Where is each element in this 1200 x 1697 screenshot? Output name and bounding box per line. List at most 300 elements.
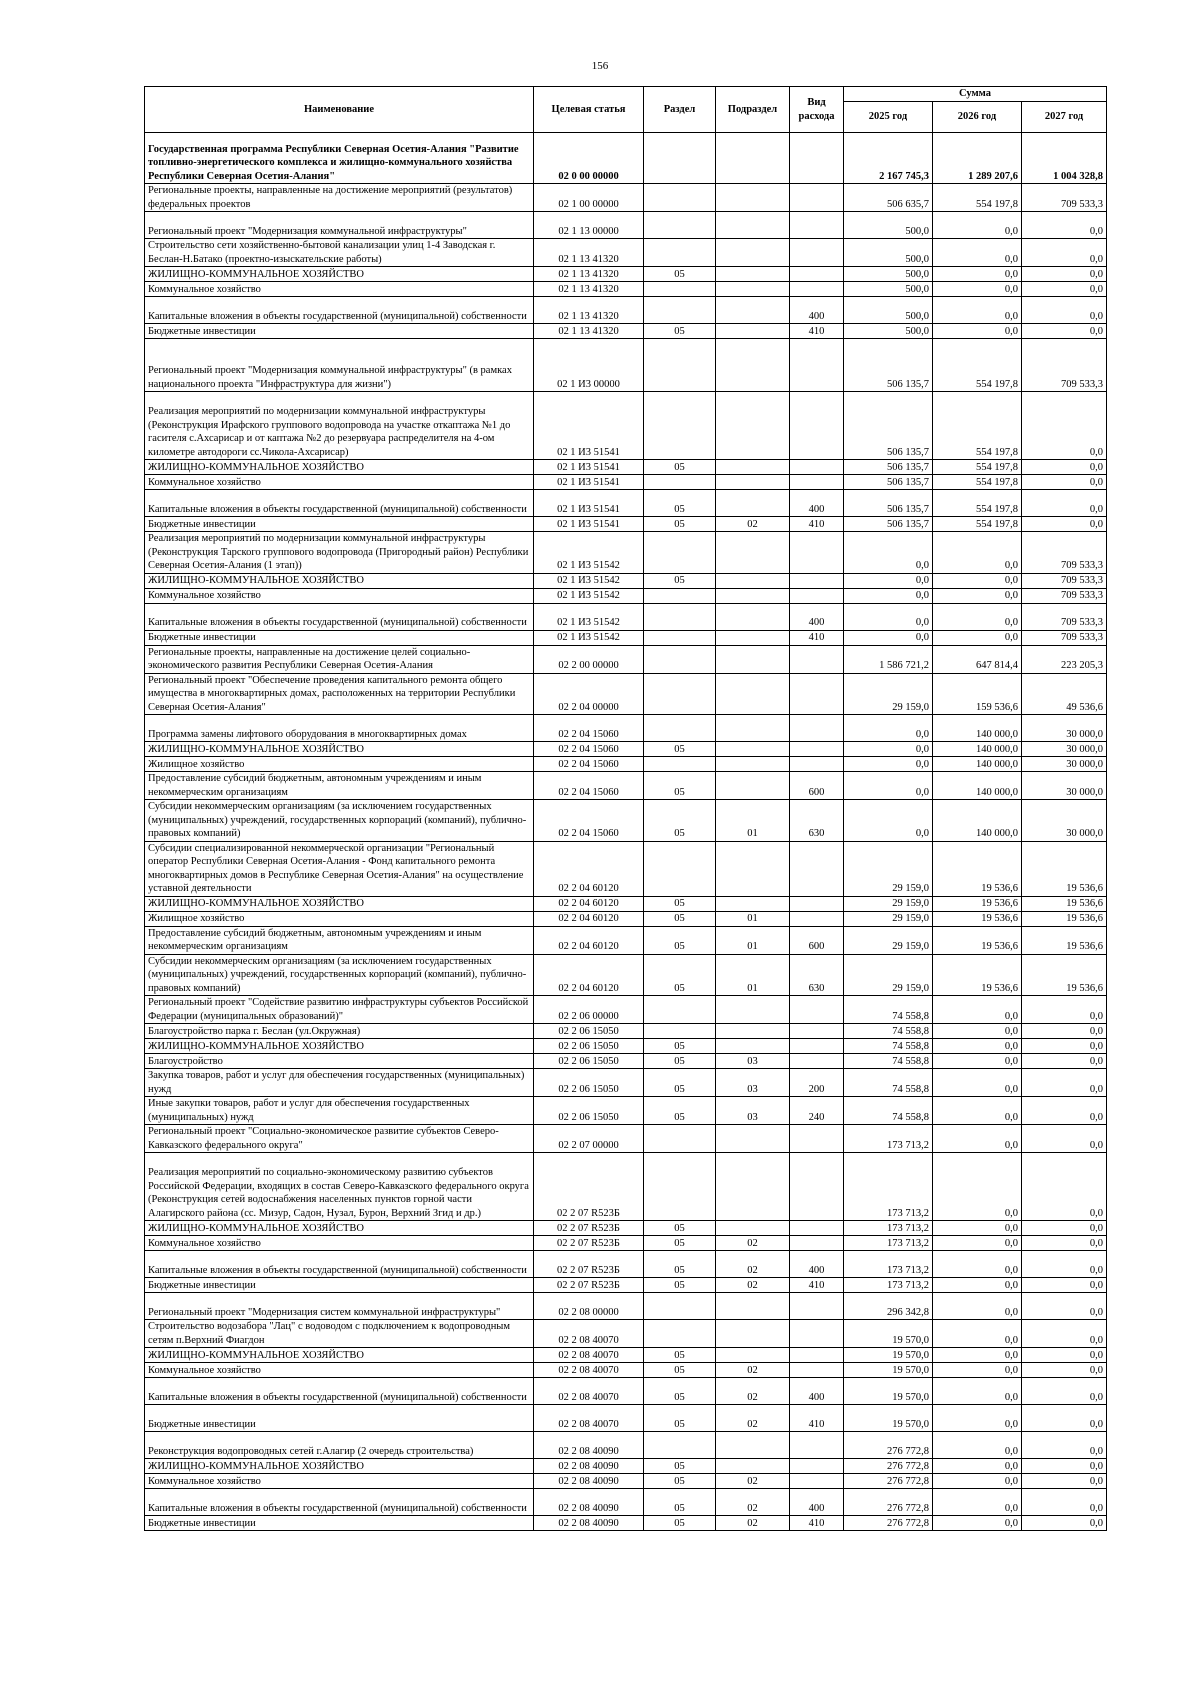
- cell-2027: 709 533,3: [1022, 573, 1107, 588]
- cell-subsection: 01: [716, 800, 790, 842]
- cell-section: 05: [644, 1363, 716, 1378]
- cell-2027: 19 536,6: [1022, 911, 1107, 926]
- cell-subsection: 01: [716, 911, 790, 926]
- cell-name: Коммунальное хозяйство: [145, 1474, 534, 1489]
- cell-2027: 709 533,3: [1022, 339, 1107, 392]
- cell-2026: 0,0: [933, 1221, 1022, 1236]
- cell-name: Иные закупки товаров, работ и услуг для обеспечения государственных (муниципальных) нужд: [145, 1097, 534, 1125]
- cell-name: Предоставление субсидий бюджетным, автономным учреждениям и иным некоммерческим организациям: [145, 926, 534, 954]
- cell-subsection: [716, 1459, 790, 1474]
- cell-2026: 0,0: [933, 1069, 1022, 1097]
- cell-2026: 554 197,8: [933, 392, 1022, 460]
- cell-target: 02 1 13 41320: [534, 267, 644, 282]
- cell-2027: 709 533,3: [1022, 603, 1107, 630]
- table-row: [145, 1363, 1107, 1378]
- cell-2026: 1 289 207,6: [933, 133, 1022, 184]
- cell-target: 02 2 08 40090: [534, 1459, 644, 1474]
- cell-section: 05: [644, 267, 716, 282]
- cell-expense-type: 410: [790, 517, 844, 532]
- cell-section: [644, 339, 716, 392]
- cell-2025: 74 558,8: [844, 996, 933, 1024]
- cell-target: 02 1 И3 00000: [534, 339, 644, 392]
- cell-2027: 0,0: [1022, 297, 1107, 324]
- table-row: [145, 392, 1107, 460]
- cell-2025: 276 772,8: [844, 1459, 933, 1474]
- header-year-2025: 2025 год: [844, 102, 933, 133]
- cell-subsection: [716, 324, 790, 339]
- cell-target: 02 2 06 15050: [534, 1039, 644, 1054]
- cell-2025: 296 342,8: [844, 1293, 933, 1320]
- cell-2026: 19 536,6: [933, 954, 1022, 996]
- cell-2027: 0,0: [1022, 212, 1107, 239]
- table-row: [145, 800, 1107, 842]
- cell-name: Жилищное хозяйство: [145, 911, 534, 926]
- cell-section: [644, 1293, 716, 1320]
- cell-target: 02 1 И3 51541: [534, 460, 644, 475]
- cell-section: [644, 1125, 716, 1153]
- cell-2026: 19 536,6: [933, 841, 1022, 896]
- cell-2026: 0,0: [933, 603, 1022, 630]
- cell-name: Государственная программа Республики Северная Осетия-Алания "Развитие топливно-энергетического комплекса и жилищно-коммунального хозяйства Республики Северная Осетия-Алания": [145, 133, 534, 184]
- cell-2025: 0,0: [844, 573, 933, 588]
- cell-name: ЖИЛИЩНО-КОММУНАЛЬНОЕ ХОЗЯЙСТВО: [145, 742, 534, 757]
- cell-target: 02 1 13 41320: [534, 282, 644, 297]
- cell-target: 02 2 08 40090: [534, 1432, 644, 1459]
- cell-target: 02 1 И3 51542: [534, 573, 644, 588]
- cell-2025: 0,0: [844, 715, 933, 742]
- cell-2026: 554 197,8: [933, 475, 1022, 490]
- cell-expense-type: [790, 1348, 844, 1363]
- cell-subsection: 02: [716, 1516, 790, 1531]
- table-row: [145, 1069, 1107, 1097]
- cell-target: 02 2 07 R523Б: [534, 1221, 644, 1236]
- cell-subsection: [716, 772, 790, 800]
- cell-name: Реализация мероприятий по модернизации коммунальной инфраструктуры (Реконструкция Тарского группового водопровода (Пригородный район) Республики Северная Осетия-Алания (1 этап)): [145, 532, 534, 574]
- cell-expense-type: [790, 1221, 844, 1236]
- cell-section: [644, 757, 716, 772]
- cell-2026: 554 197,8: [933, 339, 1022, 392]
- cell-2026: 159 536,6: [933, 673, 1022, 715]
- cell-expense-type: [790, 1293, 844, 1320]
- cell-2026: 0,0: [933, 212, 1022, 239]
- cell-section: 05: [644, 1516, 716, 1531]
- cell-section: 05: [644, 954, 716, 996]
- cell-subsection: [716, 392, 790, 460]
- header-expense-type: Вид расхода: [790, 87, 844, 133]
- cell-2025: 0,0: [844, 630, 933, 645]
- cell-target: 02 1 И3 51542: [534, 630, 644, 645]
- cell-2025: 500,0: [844, 282, 933, 297]
- cell-section: [644, 1024, 716, 1039]
- cell-2027: 709 533,3: [1022, 630, 1107, 645]
- cell-section: [644, 603, 716, 630]
- cell-name: ЖИЛИЩНО-КОММУНАЛЬНОЕ ХОЗЯЙСТВО: [145, 460, 534, 475]
- cell-2027: 0,0: [1022, 490, 1107, 517]
- table-row: [145, 630, 1107, 645]
- cell-2027: 19 536,6: [1022, 896, 1107, 911]
- cell-subsection: [716, 1293, 790, 1320]
- cell-expense-type: [790, 1474, 844, 1489]
- cell-expense-type: [790, 282, 844, 297]
- cell-name: Капитальные вложения в объекты государственной (муниципальной) собственности: [145, 603, 534, 630]
- cell-name: Строительство сети хозяйственно-бытовой канализации улиц 1-4 Заводская г. Беслан-Н.Батако (проектно-изыскательские работы): [145, 239, 534, 267]
- cell-target: 02 2 07 R523Б: [534, 1278, 644, 1293]
- cell-subsection: [716, 1432, 790, 1459]
- table-row: [145, 1024, 1107, 1039]
- budget-table: [144, 86, 1107, 1531]
- cell-2025: 74 558,8: [844, 1069, 933, 1097]
- cell-subsection: [716, 757, 790, 772]
- cell-section: 05: [644, 573, 716, 588]
- cell-section: 05: [644, 1489, 716, 1516]
- cell-subsection: 03: [716, 1097, 790, 1125]
- cell-2027: 49 536,6: [1022, 673, 1107, 715]
- table-row: [145, 588, 1107, 603]
- table-row: [145, 1405, 1107, 1432]
- cell-section: [644, 630, 716, 645]
- cell-2026: 0,0: [933, 1489, 1022, 1516]
- cell-target: 02 2 07 R523Б: [534, 1251, 644, 1278]
- cell-2025: 0,0: [844, 742, 933, 757]
- cell-2025: 0,0: [844, 532, 933, 574]
- table-row: [145, 1348, 1107, 1363]
- cell-2025: 500,0: [844, 297, 933, 324]
- cell-expense-type: 410: [790, 1405, 844, 1432]
- cell-expense-type: [790, 673, 844, 715]
- cell-2027: 0,0: [1022, 1039, 1107, 1054]
- cell-expense-type: [790, 1153, 844, 1221]
- cell-subsection: [716, 588, 790, 603]
- cell-2026: 0,0: [933, 1348, 1022, 1363]
- table-row: [145, 267, 1107, 282]
- cell-section: 05: [644, 324, 716, 339]
- cell-subsection: 02: [716, 1278, 790, 1293]
- cell-name: Региональный проект "Социально-экономическое развитие субъектов Северо-Кавказского федерального округа": [145, 1125, 534, 1153]
- cell-2027: 0,0: [1022, 1125, 1107, 1153]
- cell-2027: 0,0: [1022, 1489, 1107, 1516]
- cell-2026: 0,0: [933, 1432, 1022, 1459]
- cell-name: Региональный проект "Содействие развитию инфраструктуры субъектов Российской Федерации (муниципальных образований)": [145, 996, 534, 1024]
- table-row: [145, 133, 1107, 184]
- cell-2025: 173 713,2: [844, 1153, 933, 1221]
- table-row: [145, 1251, 1107, 1278]
- cell-section: 05: [644, 517, 716, 532]
- cell-2027: 0,0: [1022, 1153, 1107, 1221]
- cell-name: Закупка товаров, работ и услуг для обеспечения государственных (муниципальных) нужд: [145, 1069, 534, 1097]
- table-row: [145, 926, 1107, 954]
- cell-2027: 0,0: [1022, 1348, 1107, 1363]
- cell-subsection: [716, 1348, 790, 1363]
- table-row: [145, 1054, 1107, 1069]
- cell-2027: 0,0: [1022, 1236, 1107, 1251]
- cell-name: Региональные проекты, направленные на достижение мероприятий (результатов) федеральных проектов: [145, 184, 534, 212]
- cell-2025: 2 167 745,3: [844, 133, 933, 184]
- table-row: [145, 490, 1107, 517]
- cell-2027: 709 533,3: [1022, 184, 1107, 212]
- cell-expense-type: [790, 1363, 844, 1378]
- cell-subsection: 02: [716, 517, 790, 532]
- cell-name: ЖИЛИЩНО-КОММУНАЛЬНОЕ ХОЗЯЙСТВО: [145, 573, 534, 588]
- cell-section: 05: [644, 1378, 716, 1405]
- cell-section: 05: [644, 1251, 716, 1278]
- cell-2026: 0,0: [933, 996, 1022, 1024]
- cell-name: Капитальные вложения в объекты государственной (муниципальной) собственности: [145, 297, 534, 324]
- cell-expense-type: [790, 1320, 844, 1348]
- cell-2027: 0,0: [1022, 460, 1107, 475]
- cell-2027: 0,0: [1022, 1378, 1107, 1405]
- table-row: [145, 603, 1107, 630]
- cell-section: 05: [644, 1221, 716, 1236]
- cell-2025: 29 159,0: [844, 911, 933, 926]
- cell-2027: 0,0: [1022, 267, 1107, 282]
- cell-name: Коммунальное хозяйство: [145, 1236, 534, 1251]
- cell-target: 02 1 И3 51542: [534, 588, 644, 603]
- table-row: [145, 475, 1107, 490]
- cell-2027: 30 000,0: [1022, 715, 1107, 742]
- table-row: [145, 460, 1107, 475]
- header-name: Наименование: [145, 87, 534, 133]
- cell-name: Жилищное хозяйство: [145, 757, 534, 772]
- cell-2026: 140 000,0: [933, 772, 1022, 800]
- cell-2027: 0,0: [1022, 1221, 1107, 1236]
- cell-subsection: [716, 1024, 790, 1039]
- cell-target: 02 1 13 41320: [534, 297, 644, 324]
- cell-target: 02 2 04 60120: [534, 954, 644, 996]
- cell-subsection: 03: [716, 1054, 790, 1069]
- cell-subsection: [716, 1153, 790, 1221]
- cell-section: [644, 184, 716, 212]
- cell-section: 05: [644, 1097, 716, 1125]
- cell-section: 05: [644, 1459, 716, 1474]
- cell-expense-type: 630: [790, 954, 844, 996]
- header-target: Целевая статья: [534, 87, 644, 133]
- cell-2025: 500,0: [844, 267, 933, 282]
- cell-subsection: 02: [716, 1489, 790, 1516]
- cell-2027: 709 533,3: [1022, 588, 1107, 603]
- cell-2027: 19 536,6: [1022, 926, 1107, 954]
- cell-2026: 140 000,0: [933, 757, 1022, 772]
- cell-2027: 0,0: [1022, 1278, 1107, 1293]
- cell-2027: 709 533,3: [1022, 532, 1107, 574]
- cell-2025: 506 135,7: [844, 339, 933, 392]
- table-row: [145, 532, 1107, 574]
- cell-section: [644, 673, 716, 715]
- cell-subsection: [716, 490, 790, 517]
- cell-2026: 0,0: [933, 282, 1022, 297]
- cell-target: 02 2 04 60120: [534, 896, 644, 911]
- cell-target: 02 2 06 15050: [534, 1069, 644, 1097]
- cell-2027: 0,0: [1022, 1251, 1107, 1278]
- cell-2027: 19 536,6: [1022, 841, 1107, 896]
- cell-2025: 173 713,2: [844, 1251, 933, 1278]
- cell-section: 05: [644, 1405, 716, 1432]
- cell-subsection: [716, 645, 790, 673]
- cell-2026: 19 536,6: [933, 896, 1022, 911]
- cell-2025: 506 135,7: [844, 517, 933, 532]
- header-section: Раздел: [644, 87, 716, 133]
- cell-target: 02 2 04 15060: [534, 772, 644, 800]
- table-row: [145, 1039, 1107, 1054]
- cell-2026: 0,0: [933, 1363, 1022, 1378]
- cell-target: 02 2 08 00000: [534, 1293, 644, 1320]
- cell-subsection: [716, 212, 790, 239]
- cell-2026: 554 197,8: [933, 184, 1022, 212]
- cell-2025: 173 713,2: [844, 1221, 933, 1236]
- cell-2027: 0,0: [1022, 392, 1107, 460]
- cell-section: 05: [644, 772, 716, 800]
- cell-target: 02 2 06 15050: [534, 1024, 644, 1039]
- cell-target: 02 1 И3 51541: [534, 392, 644, 460]
- cell-2027: 0,0: [1022, 996, 1107, 1024]
- table-row: [145, 1320, 1107, 1348]
- cell-expense-type: [790, 460, 844, 475]
- cell-target: 02 2 04 15060: [534, 742, 644, 757]
- cell-2026: 0,0: [933, 239, 1022, 267]
- cell-2027: 0,0: [1022, 1069, 1107, 1097]
- cell-2026: 140 000,0: [933, 742, 1022, 757]
- cell-expense-type: [790, 588, 844, 603]
- cell-subsection: 02: [716, 1236, 790, 1251]
- cell-section: 05: [644, 896, 716, 911]
- cell-expense-type: 630: [790, 800, 844, 842]
- cell-section: [644, 532, 716, 574]
- cell-subsection: 02: [716, 1251, 790, 1278]
- cell-name: ЖИЛИЩНО-КОММУНАЛЬНОЕ ХОЗЯЙСТВО: [145, 1348, 534, 1363]
- cell-2026: 19 536,6: [933, 911, 1022, 926]
- cell-2026: 0,0: [933, 267, 1022, 282]
- cell-2025: 29 159,0: [844, 841, 933, 896]
- cell-expense-type: 600: [790, 926, 844, 954]
- cell-expense-type: 410: [790, 324, 844, 339]
- cell-2025: 506 135,7: [844, 475, 933, 490]
- cell-subsection: [716, 532, 790, 574]
- cell-2025: 276 772,8: [844, 1489, 933, 1516]
- cell-expense-type: [790, 841, 844, 896]
- cell-2025: 29 159,0: [844, 926, 933, 954]
- cell-2025: 173 713,2: [844, 1125, 933, 1153]
- cell-name: Региональный проект "Модернизация коммунальной инфраструктуры" (в рамках национального проекта "Инфраструктура для жизни"): [145, 339, 534, 392]
- cell-name: Реконструкция водопроводных сетей г.Алагир (2 очередь строительства): [145, 1432, 534, 1459]
- cell-subsection: [716, 297, 790, 324]
- cell-expense-type: [790, 212, 844, 239]
- cell-2025: 29 159,0: [844, 896, 933, 911]
- cell-2025: 0,0: [844, 757, 933, 772]
- cell-target: 02 1 13 41320: [534, 324, 644, 339]
- cell-expense-type: [790, 573, 844, 588]
- cell-2026: 0,0: [933, 1459, 1022, 1474]
- cell-section: 05: [644, 1474, 716, 1489]
- cell-target: 02 1 И3 51542: [534, 532, 644, 574]
- cell-2026: 0,0: [933, 630, 1022, 645]
- cell-target: 02 2 00 00000: [534, 645, 644, 673]
- cell-expense-type: 400: [790, 1489, 844, 1516]
- table-row: [145, 1221, 1107, 1236]
- cell-name: Реализация мероприятий по социально-экономическому развитию субъектов Российской Федерации, входящих в состав Северо-Кавказского федерального округа (Реконструкция сетей водоснабжения населенных пунктов горной части Алагирского района (сс. Мизур, Садон, Нузал, Бурон, Верхний Згид и др.): [145, 1153, 534, 1221]
- cell-expense-type: [790, 896, 844, 911]
- table-row: [145, 841, 1107, 896]
- cell-name: Коммунальное хозяйство: [145, 588, 534, 603]
- cell-2026: 554 197,8: [933, 460, 1022, 475]
- cell-2025: 500,0: [844, 239, 933, 267]
- cell-2025: 0,0: [844, 772, 933, 800]
- cell-2026: 554 197,8: [933, 517, 1022, 532]
- page-number: 156: [591, 60, 609, 72]
- table-row: [145, 896, 1107, 911]
- cell-subsection: [716, 841, 790, 896]
- cell-2025: 506 135,7: [844, 392, 933, 460]
- header-year-2026: 2026 год: [933, 102, 1022, 133]
- cell-target: 02 1 И3 51541: [534, 475, 644, 490]
- cell-expense-type: 410: [790, 1516, 844, 1531]
- cell-subsection: 02: [716, 1474, 790, 1489]
- cell-name: ЖИЛИЩНО-КОММУНАЛЬНОЕ ХОЗЯЙСТВО: [145, 267, 534, 282]
- cell-name: Капитальные вложения в объекты государственной (муниципальной) собственности: [145, 490, 534, 517]
- cell-section: 05: [644, 490, 716, 517]
- cell-subsection: [716, 715, 790, 742]
- cell-section: [644, 1153, 716, 1221]
- cell-name: ЖИЛИЩНО-КОММУНАЛЬНОЕ ХОЗЯЙСТВО: [145, 1459, 534, 1474]
- cell-subsection: [716, 1125, 790, 1153]
- cell-expense-type: 200: [790, 1069, 844, 1097]
- header-sum: Сумма: [844, 87, 1107, 102]
- cell-2025: 500,0: [844, 324, 933, 339]
- cell-target: 02 2 04 60120: [534, 926, 644, 954]
- cell-2027: 19 536,6: [1022, 954, 1107, 996]
- cell-expense-type: [790, 184, 844, 212]
- cell-target: 02 1 13 41320: [534, 239, 644, 267]
- cell-name: Бюджетные инвестиции: [145, 324, 534, 339]
- cell-2027: 0,0: [1022, 1516, 1107, 1531]
- cell-expense-type: [790, 742, 844, 757]
- cell-target: 02 0 00 00000: [534, 133, 644, 184]
- cell-2027: 1 004 328,8: [1022, 133, 1107, 184]
- cell-name: Бюджетные инвестиции: [145, 1405, 534, 1432]
- cell-target: 02 2 07 R523Б: [534, 1153, 644, 1221]
- cell-2027: 0,0: [1022, 239, 1107, 267]
- cell-target: 02 2 04 15060: [534, 715, 644, 742]
- cell-2027: 0,0: [1022, 1474, 1107, 1489]
- cell-2025: 74 558,8: [844, 1097, 933, 1125]
- cell-target: 02 2 04 15060: [534, 800, 644, 842]
- cell-section: 05: [644, 1236, 716, 1251]
- cell-subsection: [716, 282, 790, 297]
- cell-section: 05: [644, 1278, 716, 1293]
- cell-2026: 0,0: [933, 1278, 1022, 1293]
- cell-name: Бюджетные инвестиции: [145, 1516, 534, 1531]
- cell-2025: 19 570,0: [844, 1378, 933, 1405]
- cell-name: Коммунальное хозяйство: [145, 475, 534, 490]
- table-row: [145, 645, 1107, 673]
- cell-expense-type: 400: [790, 1251, 844, 1278]
- cell-target: 02 1 И3 51542: [534, 603, 644, 630]
- cell-section: 05: [644, 800, 716, 842]
- cell-2026: 0,0: [933, 1405, 1022, 1432]
- cell-expense-type: 600: [790, 772, 844, 800]
- cell-expense-type: 400: [790, 490, 844, 517]
- table-body: [145, 133, 1107, 1531]
- cell-2025: 29 159,0: [844, 954, 933, 996]
- cell-name: Коммунальное хозяйство: [145, 282, 534, 297]
- table-row: [145, 297, 1107, 324]
- cell-name: Субсидии некоммерческим организациям (за исключением государственных (муниципальных) учреждений, государственных корпораций (компаний), публично-правовых компаний): [145, 954, 534, 996]
- cell-expense-type: 240: [790, 1097, 844, 1125]
- cell-subsection: [716, 742, 790, 757]
- table-row: [145, 324, 1107, 339]
- cell-expense-type: [790, 715, 844, 742]
- cell-section: [644, 715, 716, 742]
- cell-expense-type: [790, 133, 844, 184]
- cell-target: 02 2 06 00000: [534, 996, 644, 1024]
